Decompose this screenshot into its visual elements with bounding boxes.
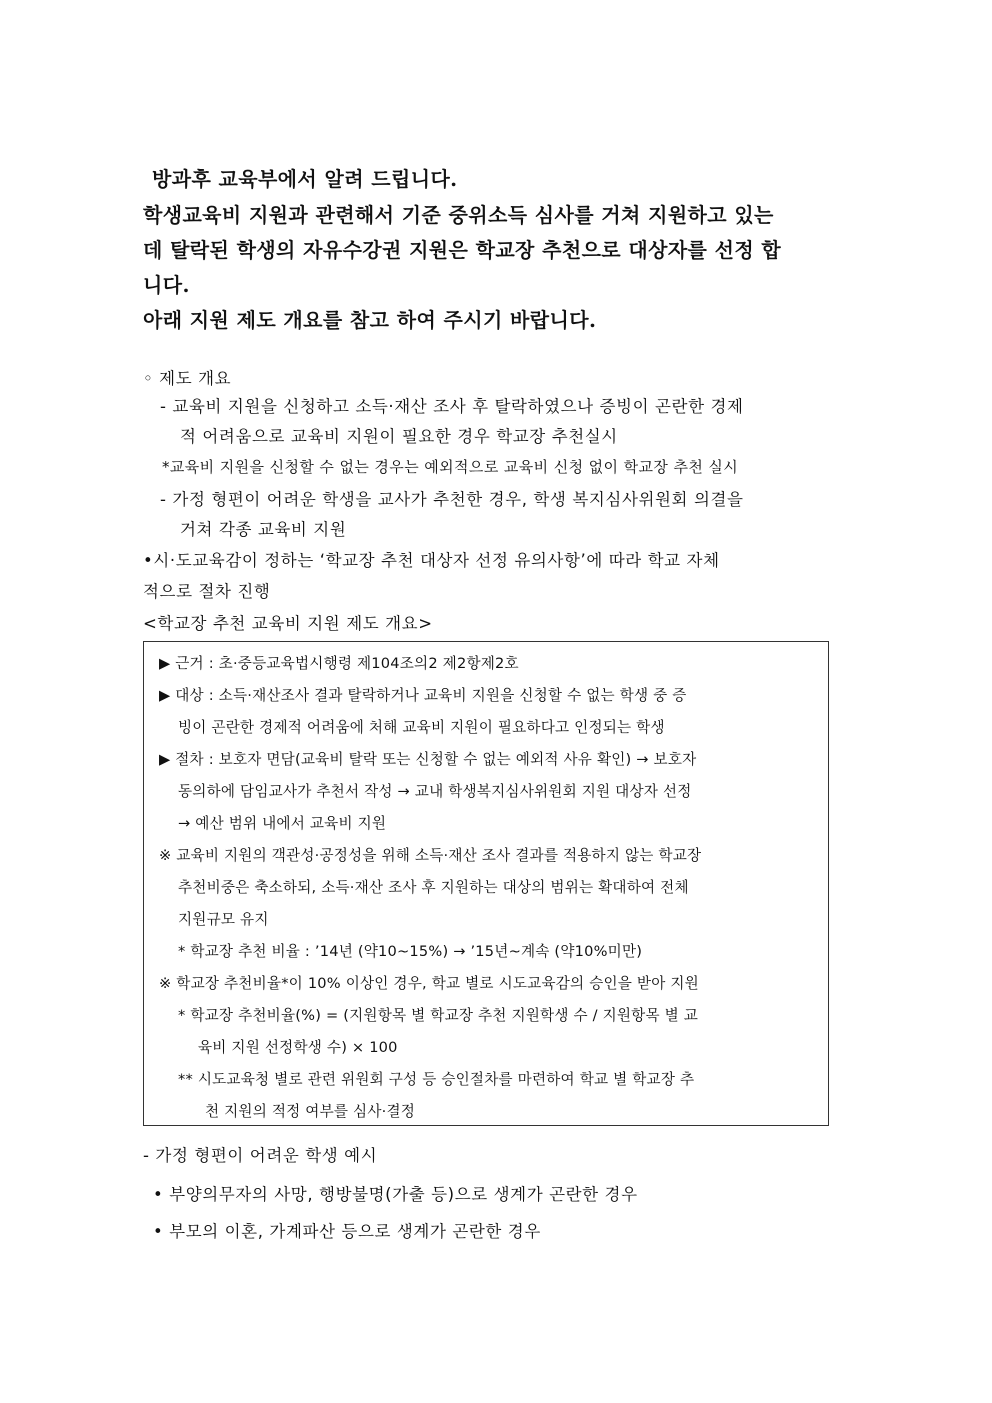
box-line-procedure-c: → 예산 범위 내에서 교육비 지원 [178, 815, 387, 832]
overview-item-2a: - 가정 형편이 어려운 학생을 교사가 추천한 경우, 학생 복지심사위원회 의결을 [160, 490, 744, 509]
overview-item-3b: 적으로 절차 진행 [143, 582, 271, 601]
example-item-1: • 부양의무자의 사망, 행방불명(가출 등)으로 생계가 곤란한 경우 [153, 1185, 638, 1204]
overview-item-2b: 거쳐 각종 교육비 지원 [180, 520, 347, 539]
box-line-note-1a: ※ 교육비 지원의 객관성·공정성을 위해 소득·재산 조사 결과를 적용하지 않는 학교장 [159, 847, 702, 864]
box-line-target-b: 빙이 곤란한 경제적 어려움에 처해 교육비 지원이 필요하다고 인정되는 학생 [178, 719, 665, 736]
box-line-formula-a: * 학교장 추천비율(%) = (지원항목 별 학교장 추천 지원학생 수 / 지원항목 별 교 [178, 1007, 699, 1024]
box-line-formula-b: 육비 지원 선정학생 수) × 100 [198, 1039, 398, 1056]
box-line-basis: ▶ 근거 : 초·중등교육법시행령 제104조의2 제2항제2호 [159, 655, 519, 672]
box-line-approval-a: ** 시도교육청 별로 관련 위원회 구성 등 승인절차를 마련하여 학교 별 학교장 추 [178, 1071, 695, 1088]
box-line-note-1c: 지원규모 유지 [178, 911, 269, 928]
box-line-note-1b: 추천비중은 축소하되, 소득·재산 조사 후 지원하는 대상의 범위는 확대하여 전체 [178, 879, 689, 896]
overview-item-1a: - 교육비 지원을 신청하고 소득·재산 조사 후 탈락하였으나 증빙이 곤란한 경제 [160, 397, 744, 416]
examples-heading: - 가정 형편이 어려운 학생 예시 [143, 1146, 378, 1165]
notice-line-1: 방과후 교육부에서 알려 드립니다. [152, 167, 458, 191]
box-line-procedure-a: ▶ 절차 : 보호자 면담(교육비 탈락 또는 신청할 수 없는 예외적 사유 확인) → 보호자 [159, 751, 697, 768]
overview-note-1: *교육비 지원을 신청할 수 없는 경우는 예외적으로 교육비 신청 없이 학교장 추천 실시 [162, 458, 739, 476]
box-line-note-2: ※ 학교장 추천비율*이 10% 이상인 경우, 학교 별로 시도교육감의 승인을 받아 지원 [159, 975, 699, 992]
overview-item-1b: 적 어려움으로 교육비 지원이 필요한 경우 학교장 추천실시 [180, 427, 618, 446]
box-line-procedure-b: 동의하에 담임교사가 추천서 작성 → 교내 학생복지심사위원회 지원 대상자 선정 [178, 783, 692, 800]
overview-item-3a: •시·도교육감이 정하는 ‘학교장 추천 대상자 선정 유의사항’에 따라 학교 자체 [143, 551, 720, 570]
overview-heading: ◦ 제도 개요 [143, 369, 232, 388]
summary-box [143, 641, 829, 1126]
box-line-ratio: * 학교장 추천 비율 : ’14년 (약10~15%) → ’15년~계속 (약10%미만) [178, 943, 643, 960]
notice-line-3: 데 탈락된 학생의 자유수강권 지원은 학교장 추천으로 대상자를 선정 합 [143, 238, 782, 262]
notice-line-5: 아래 지원 제도 개요를 참고 하여 주시기 바랍니다. [143, 308, 597, 332]
notice-line-4: 니다. [143, 273, 190, 297]
example-item-2: • 부모의 이혼, 가계파산 등으로 생계가 곤란한 경우 [153, 1222, 541, 1241]
box-line-approval-b: 천 지원의 적정 여부를 심사·결정 [205, 1103, 416, 1120]
box-line-target-a: ▶ 대상 : 소득·재산조사 결과 탈락하거나 교육비 지원을 신청할 수 없는 학생 중 증 [159, 687, 687, 704]
table-caption: <학교장 추천 교육비 지원 제도 개요> [143, 614, 433, 633]
notice-line-2: 학생교육비 지원과 관련해서 기준 중위소득 심사를 거쳐 지원하고 있는 [143, 203, 774, 227]
